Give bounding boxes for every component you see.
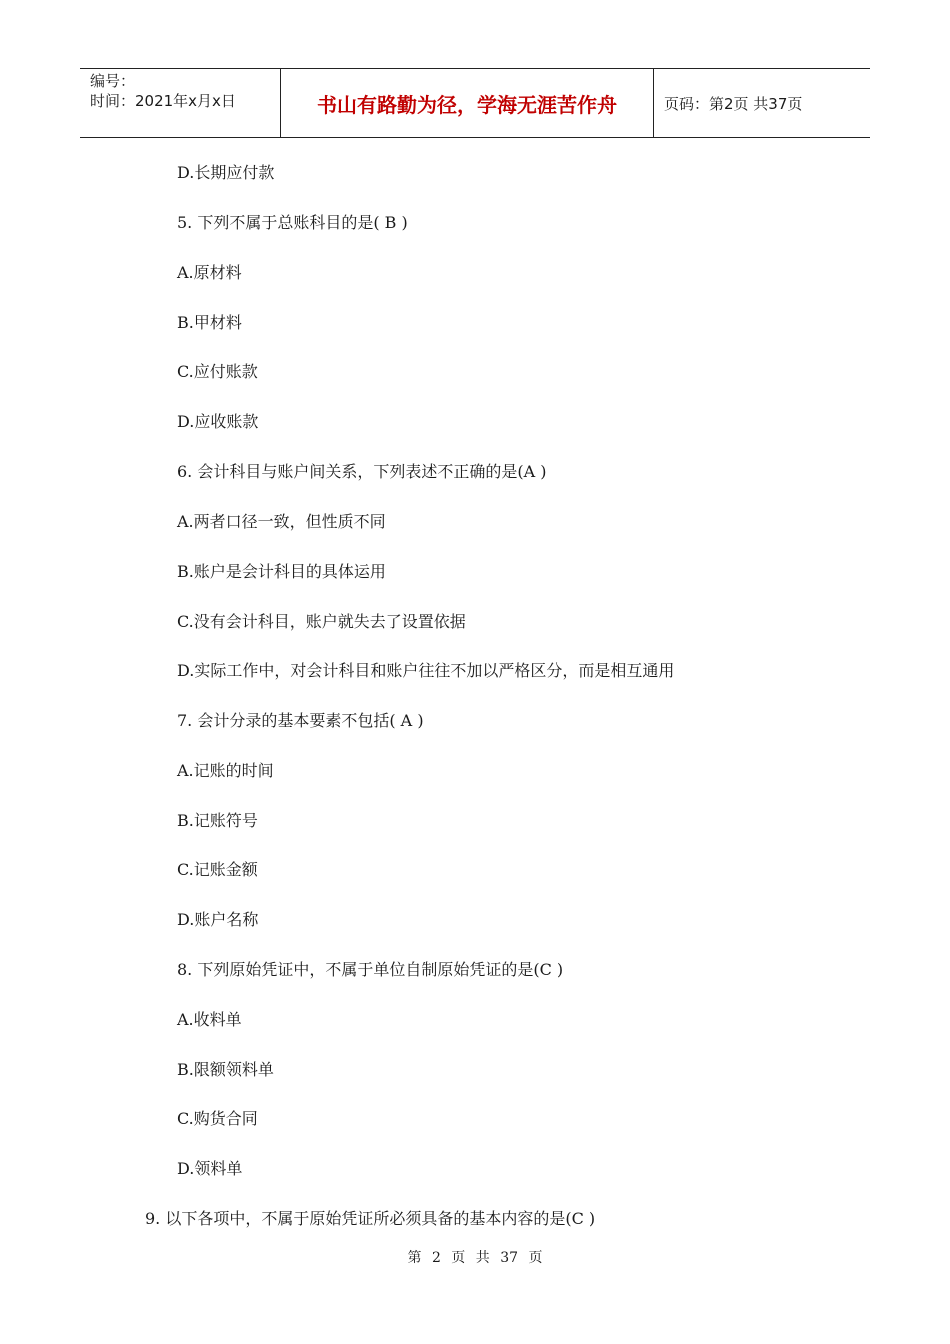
- option-line: D.账户名称: [177, 910, 259, 929]
- option-line: B.账户是会计科目的具体运用: [177, 562, 386, 581]
- option-line: D.实际工作中，对会计科目和账户往往不加以严格区分，而是相互通用: [177, 661, 675, 680]
- option-line: A.记账的时间: [177, 761, 274, 780]
- time-label: 时间：2021年x月x日: [90, 92, 236, 110]
- option-line: C.没有会计科目，账户就失去了设置依据: [177, 612, 466, 631]
- option-line: D.长期应付款: [177, 163, 275, 182]
- question-line: 6. 会计科目与账户间关系，下列表述不正确的是(A ): [177, 462, 547, 481]
- header-page-label: 页码：第2页 共37页: [664, 94, 803, 113]
- option-line: A.收料单: [177, 1010, 242, 1029]
- option-line: B.限额领料单: [177, 1060, 274, 1079]
- page-header: [80, 68, 870, 138]
- number-label: 编号：: [90, 72, 136, 90]
- option-line: A.两者口径一致，但性质不同: [177, 512, 386, 531]
- option-line: A.原材料: [177, 263, 242, 282]
- option-line: C.记账金额: [177, 860, 258, 879]
- option-line: D.应收账款: [177, 412, 259, 431]
- header-motto: 书山有路勤为径，学海无涯苦作舟: [281, 69, 654, 137]
- page-footer: 第 2 页 共 37 页: [407, 1250, 543, 1266]
- question-line: 9. 以下各项中，不属于原始凭证所必须具备的基本内容的是(C ): [145, 1209, 596, 1228]
- option-line: B.记账符号: [177, 811, 258, 830]
- question-line: 7. 会计分录的基本要素不包括( A ): [177, 711, 424, 730]
- option-line: C.应付账款: [177, 362, 258, 381]
- option-line: D.领料单: [177, 1159, 243, 1178]
- option-line: C.购货合同: [177, 1109, 258, 1128]
- question-line: 5. 下列不属于总账科目的是( B ): [177, 213, 408, 232]
- question-line: 8. 下列原始凭证中，不属于单位自制原始凭证的是(C ): [177, 960, 564, 979]
- header-meta: [80, 69, 281, 137]
- option-line: B.甲材料: [177, 313, 242, 332]
